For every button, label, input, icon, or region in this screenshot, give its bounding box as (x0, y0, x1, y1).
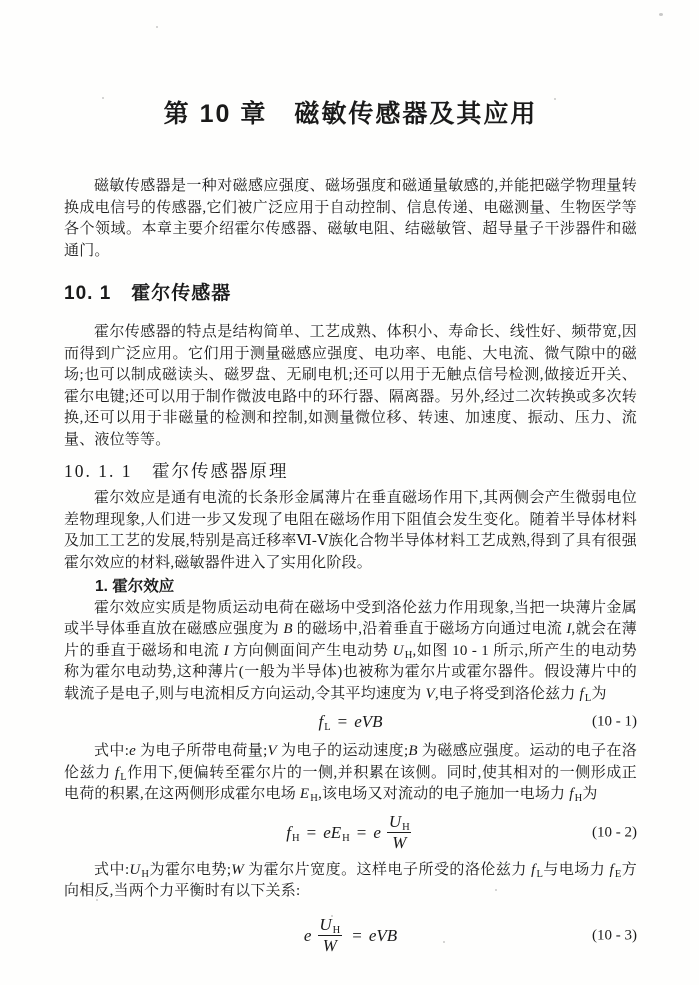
paragraph-hall-effect-detail: 霍尔效应实质是物质运动电荷在磁场中受到洛伦兹力作用现象,当把一块薄片金属或半导体垂直放在磁感应强度为 B 的磁场中,沿着垂直于磁场方向通过电流 I,就会在薄片的垂直于磁场和电流 I 方向侧面间产生电动势 $U_H$,如图 10 - 1 所示,所产生的电动势称为霍尔电动势,这种薄片(一般为半导体)也被称为霍尔片或霍尔器件。假设薄片中的载流子是电子,则与电流相反方向运动,令其平均速度为 V,电子将受到洛伦兹力 $f_L$为 (64, 599, 638, 704)
subsection-heading-10-1-1: 10. 1. 1 霍尔传感器原理 (64, 461, 289, 481)
fraction-uh-over-w: $\frac{U_H}{W}$ (319, 915, 341, 955)
paragraph-intro: 磁敏传感器是一种对磁感应强度、磁场强度和磁通量敏感的,并能把磁学物理量转换成电信号的传感器,它们被广泛应用于自动控制、信息传递、电磁测量、生物医学等各个领域。本章主要介绍霍尔传感器、磁敏电阻、结磁敏管、超导量子干涉器件和磁通门。 (64, 178, 637, 259)
equation-10-1-number: (10 - 1) (592, 713, 637, 730)
equation-10-2-expression: $f_H$ = $eE_H$ = e $\frac{U_H}{W}$ (286, 813, 414, 852)
paragraph-hall-overview: 霍尔传感器的特点是结构简单、工艺成熟、体积小、寿命长、线性好、频带宽,因而得到广泛应用。它们用于测量磁感应强度、电功率、电能、大电流、微气隙中的磁场;也可以制成磁读头、磁罗盘、无刷电机;还可以用于无触点信号检测,做接近开关、霍尔电键;还可以用于制作微波电路中的环行器、隔离器。另外,经过二次转换或多次转换,还可以用于非磁量的检测和控制,如测量微位移、转速、加速度、振动、压力、流量、液位等等。 (64, 324, 637, 448)
scan-speck (102, 97, 104, 99)
equation-10-1-expression: $f_L$ = eVB (318, 712, 383, 733)
equation-10-3 (64, 913, 637, 959)
equation-10-2 (64, 810, 637, 856)
item-heading-hall-effect: 1. 霍尔效应 (95, 578, 175, 595)
scan-speck (659, 13, 663, 16)
scan-speck (495, 889, 497, 891)
paragraph-after-eq2: 式中$:U_H$为霍尔电势;W 为霍尔片宽度。这样电子所受的洛伦兹力 $f_L$与电场力 $f_E$方向相反,当两个力平衡时有以下关系: (64, 861, 637, 899)
scan-speck (156, 26, 158, 28)
chapter-title: 第 10 章 磁敏传感器及其应用 (163, 100, 538, 128)
paragraph-after-eq1: 式中:e 为电子所带电荷量;V 为电子的运动速度;B 为磁感应强度。运动的电子在洛伦兹力 $f_L$作用下,便偏转至霍尔片的一侧,并积累在该侧。同时,使其相对的一侧形成正电荷的积累,在这两侧形成霍尔电场 $E_H$,该电场又对流动的电子施加一电场力 $f_H$为 (64, 743, 637, 804)
equation-10-2-number: (10 - 2) (592, 824, 637, 840)
fraction-uh-over-w: $\frac{U_H}{W}$ (388, 812, 410, 852)
equation-10-3-number: (10 - 3) (592, 927, 637, 943)
section-heading-10-1: 10. 1 霍尔传感器 (64, 283, 232, 304)
scan-speck (554, 98, 556, 100)
equation-10-1 (64, 707, 637, 737)
equation-10-3-expression: e $\frac{U_H}{W}$ = eVB (303, 915, 398, 955)
scan-speck (96, 899, 98, 901)
paragraph-hall-principle: 霍尔效应是通有电流的长条形金属薄片在垂直磁场作用下,其两侧会产生微弱电位差物理现象,人们进一步又发现了电阻在磁场作用下阻值会发生变化。随着半导体材料及加工工艺的发展,特别是高迁移率Ⅵ-Ⅴ族化合物半导体材料工艺成熟,得到了具有很强霍尔效应的材料,磁敏器件进入了实用化阶段。 (64, 490, 637, 571)
